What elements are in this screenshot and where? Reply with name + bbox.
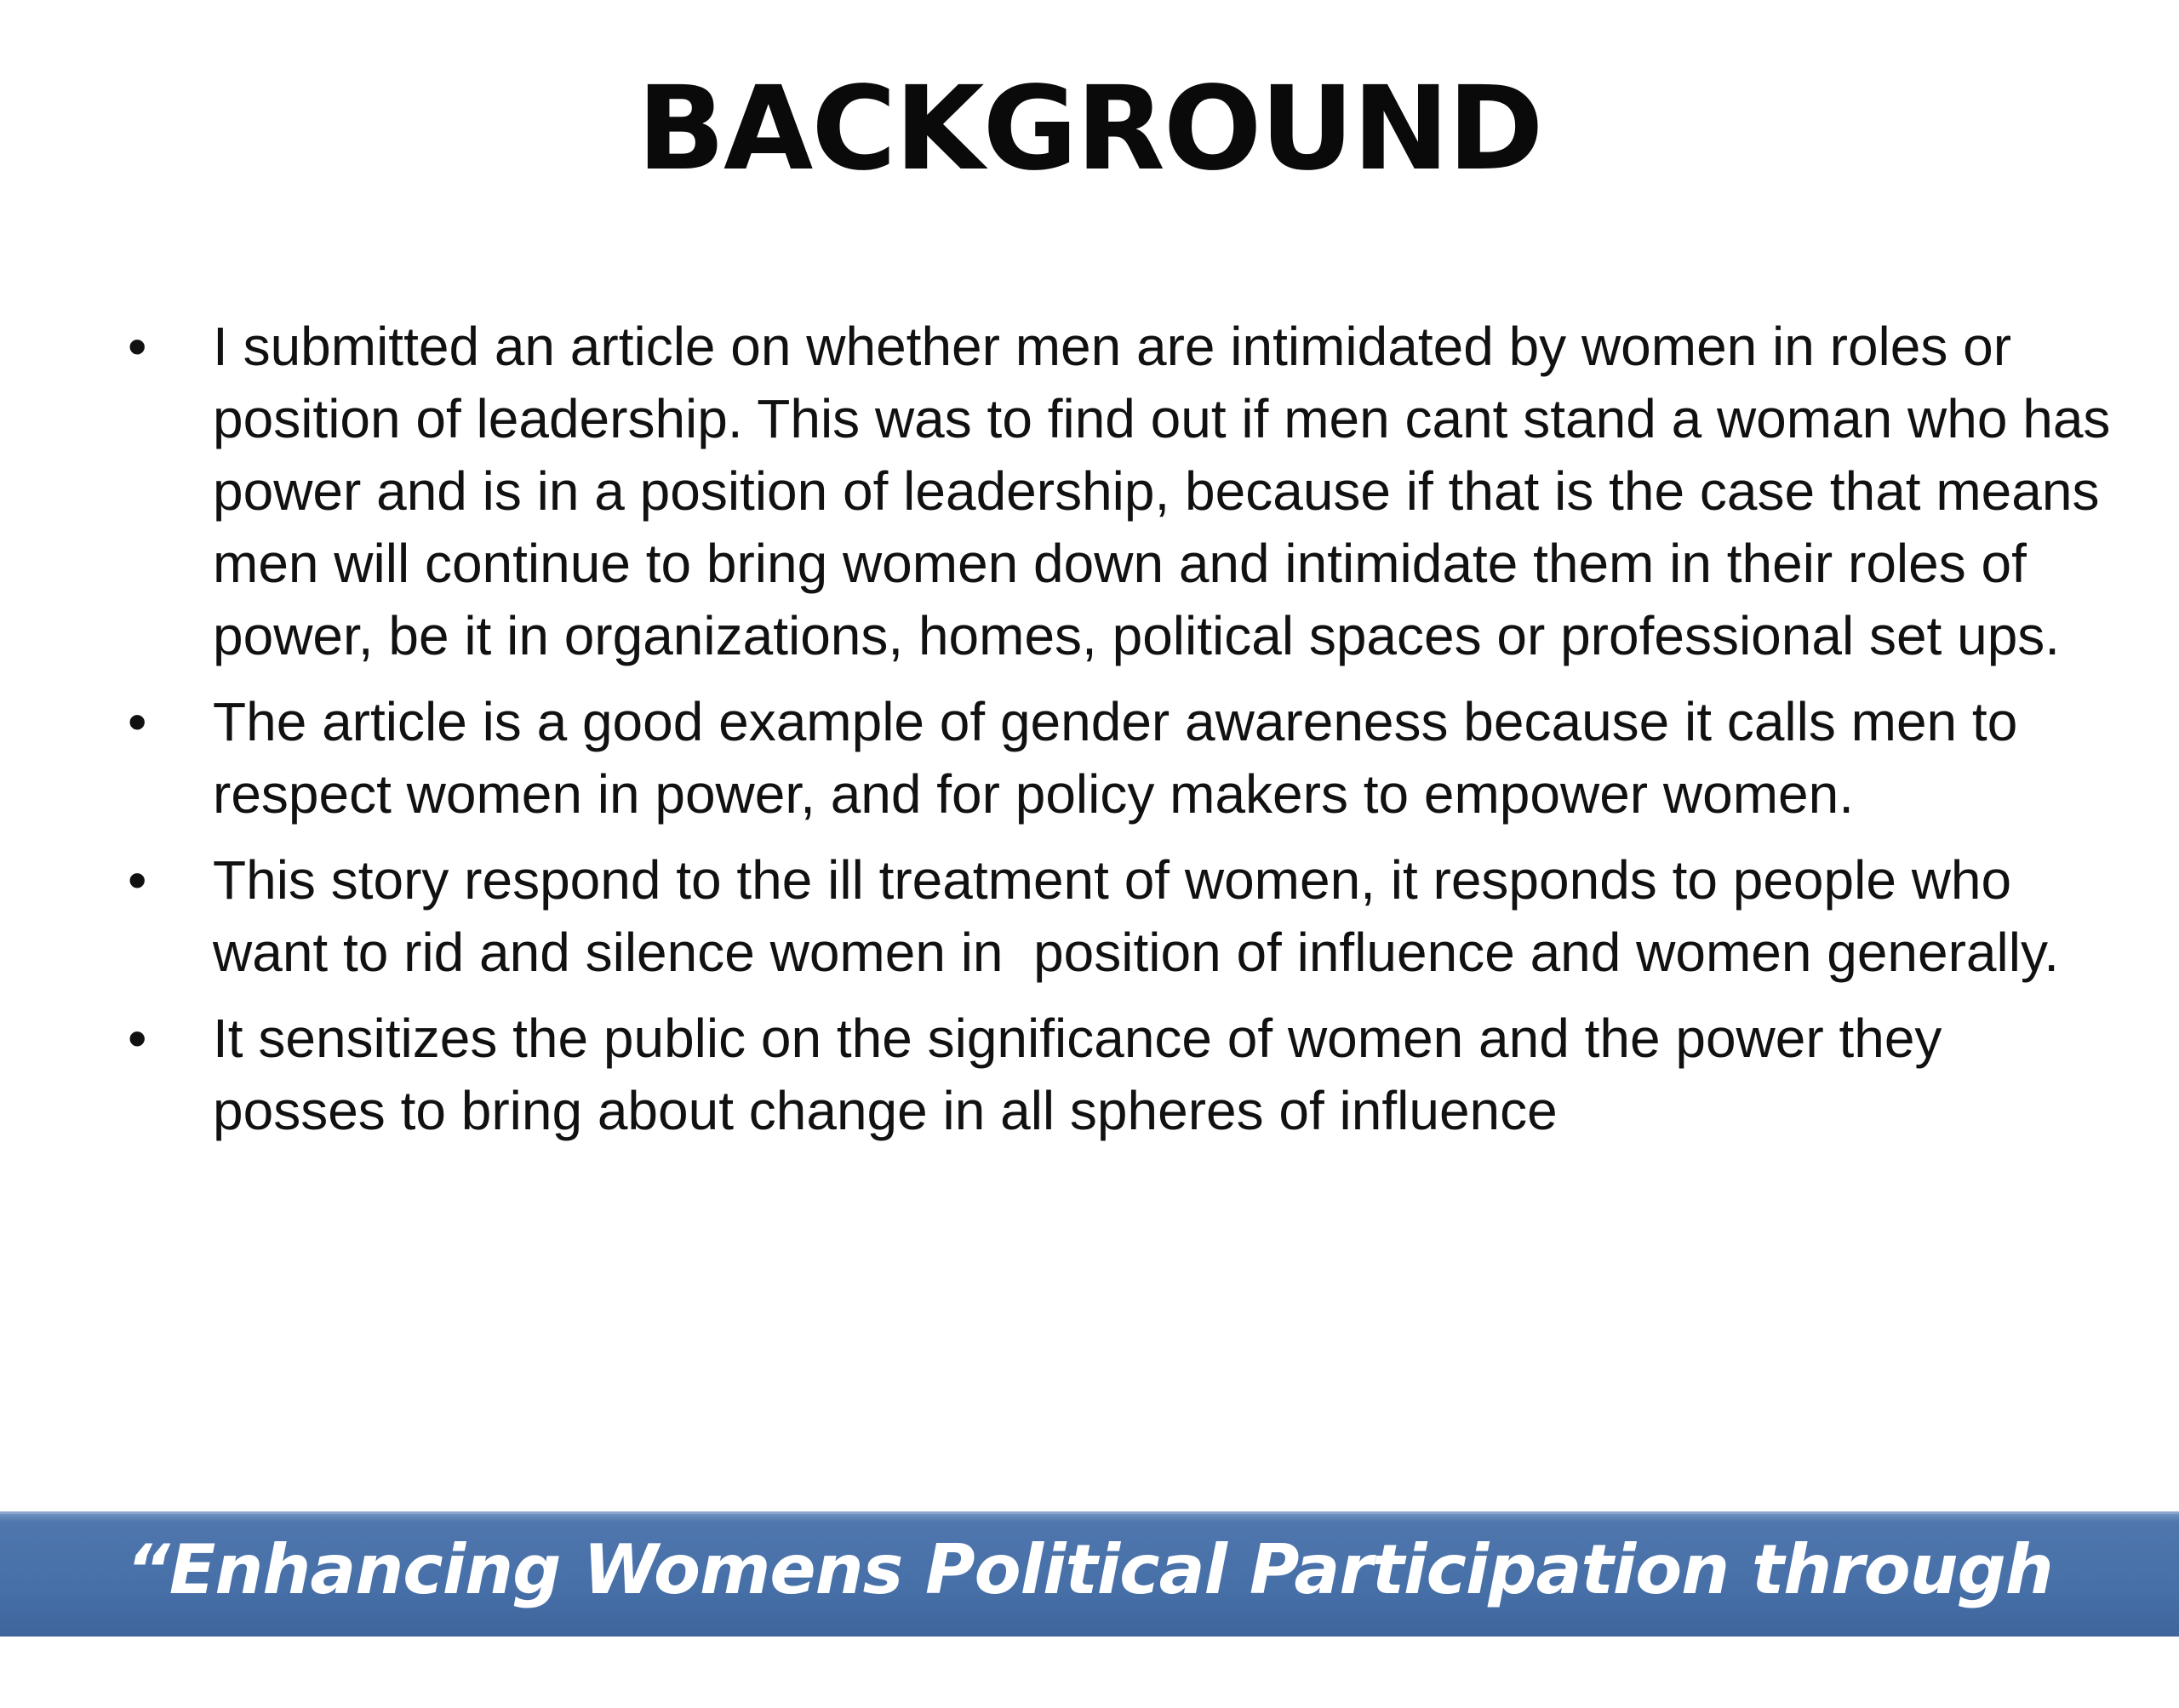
bullet-marker: • [128, 316, 147, 377]
bullet-marker: • [128, 849, 147, 911]
bullet-text: I submitted an article on whether men are intimidated by women in roles or position of leadership. This was to find out if men cant stand a woman who has power and is in a position of leadership, because if that is the case that means men will continue to bring women down and intimidate them in their roles of power, be it in organizations, homes, political spaces or professional set ups. [213, 316, 2111, 666]
bullet-marker: • [128, 691, 147, 752]
footer-tagline: “Enhancing Womens Political Participation through [126, 1530, 2053, 1609]
bullet-item [0, 311, 2179, 672]
slide-title: BACKGROUND [637, 62, 1542, 197]
footer-tagline-continued: Media” [951, 1627, 1228, 1706]
slide-content [0, 311, 2179, 1161]
bullet-item [0, 844, 2179, 989]
bullet-marker: • [128, 1008, 147, 1069]
footer-banner [0, 1511, 2179, 1706]
bullet-text: It sensitizes the public on the significance of women and the power they posses to bring about change in all spheres of influence [213, 1008, 1942, 1141]
bullet-text: The article is a good example of gender awareness because it calls men to respect women in power, and for policy makers to empower women. [213, 691, 2018, 825]
bullet-item [0, 1003, 2179, 1147]
bullet-text: This story respond to the ill treatment of women, it responds to people who want to rid and silence women in position of influence and women generally. [213, 849, 2059, 983]
bullet-list [0, 311, 2179, 1147]
bullet-item [0, 686, 2179, 831]
